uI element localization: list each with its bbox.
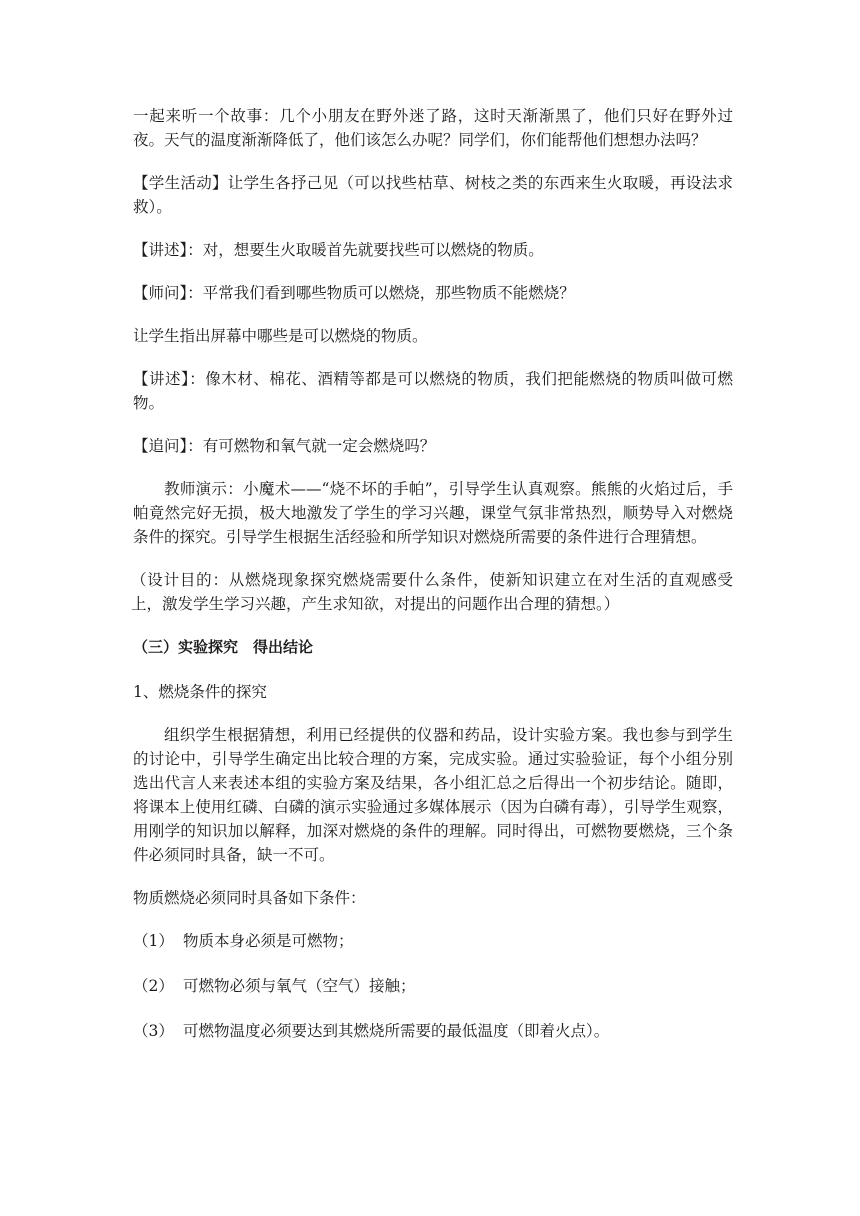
teacher-question-paragraph: 【师问】：平常我们看到哪些物质可以燃烧，那些物质不能燃烧？ [133, 284, 575, 302]
demonstration-paragraph: 教师演示：小魔术——“烧不坏的手帕”，引导学生认真观察。熊熊的火焰过后，手帕竟然完好无损，极大地激发了学生的学习兴趣，课堂气氛非常热烈，顺势导入对燃烧条件的探究。引导学生根据生活经验和所学知识对燃烧所需要的条件进行合理猜想。 [133, 480, 733, 546]
document-page [133, 104, 733, 1064]
condition-text: 可燃物温度必须要达到其燃烧所需要的最低温度（即着火点）。 [183, 1022, 610, 1040]
screen-instruction-paragraph: 让学生指出屏幕中哪些是可以燃烧的物质。 [133, 327, 428, 345]
condition-number: （2） [133, 977, 174, 995]
narration-paragraph-2: 【讲述】：像木材、棉花、酒精等都是可以燃烧的物质，我们把能燃烧的物质叫做可燃物。 [133, 370, 733, 412]
narration-paragraph-1: 【讲述】：对，想要生火取暖首先就要找些可以燃烧的物质。 [133, 241, 544, 259]
condition-item [133, 929, 733, 953]
story-paragraph: 一起来听一个故事：几个小朋友在野外迷了路，这时天渐渐黑了，他们只好在野外过夜。天气的温度渐渐降低了，他们该怎么办呢？同学们，你们能帮他们想想办法吗？ [133, 107, 733, 149]
condition-text: 物质本身必须是可燃物； [183, 932, 354, 950]
design-purpose-paragraph: （设计目的：从燃烧现象探究燃烧需要什么条件，使新知识建立在对生活的直观感受上，激发学生学习兴趣，产生求知欲，对提出的问题作出合理的猜想。） [131, 571, 733, 613]
conditions-intro: 物质燃烧必须同时具备如下条件： [133, 889, 366, 907]
follow-up-question-paragraph: 【追问】：有可燃物和氧气就一定会燃烧吗？ [133, 437, 436, 455]
subsection-heading: 1、燃烧条件的探究 [133, 683, 267, 701]
condition-item [133, 974, 733, 998]
condition-text: 可燃物必须与氧气（空气）接触； [183, 977, 416, 995]
condition-number: （1） [133, 932, 174, 950]
condition-item [133, 1019, 733, 1043]
condition-number: （3） [133, 1022, 174, 1040]
section-heading: （三）实验探究 得出结论 [133, 638, 314, 656]
experiment-paragraph: 组织学生根据猜想，利用已经提供的仪器和药品，设计实验方案。我也参与到学生的讨论中，引导学生确定出比较合理的方案，完成实验。通过实验验证，每个小组分别选出代言人来表述本组的实验方案及结果，各小组汇总之后得出一个初步结论。随即，将课本上使用红磷、白磷的演示实验通过多媒体展示（因为白磷有毒），引导学生观察，用刚学的知识加以解释，加深对燃烧的条件的理解。同时得出，可燃物要燃烧，三个条件必须同时具备，缺一不可。 [133, 726, 733, 864]
student-activity-paragraph: 【学生活动】让学生各抒己见（可以找些枯草、树枝之类的东西来生火取暖，再设法求救）。 [133, 174, 733, 216]
